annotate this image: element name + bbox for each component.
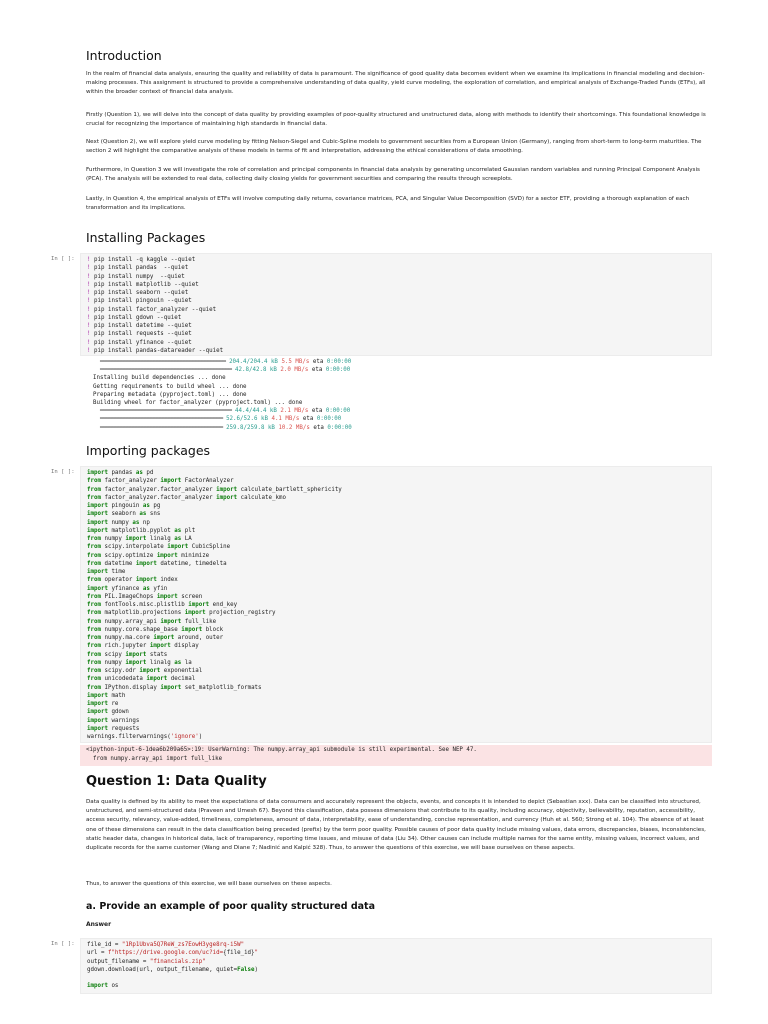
shell-bang: ! bbox=[87, 290, 91, 296]
code-cell-install[interactable] bbox=[80, 253, 712, 356]
code-token: decimal bbox=[167, 676, 196, 683]
code-token: pingouin bbox=[107, 503, 143, 509]
code-string: f"https://drive.google.com/uc?id= bbox=[107, 950, 224, 957]
code-keyword: from bbox=[87, 560, 101, 567]
code-keyword: import bbox=[125, 659, 147, 666]
code-keyword: import bbox=[87, 527, 108, 534]
code-token: numpy bbox=[100, 536, 126, 542]
code-keyword: import bbox=[87, 692, 108, 699]
code-token: requests bbox=[107, 725, 140, 732]
code-line bbox=[87, 708, 705, 716]
code-keyword: import bbox=[184, 610, 206, 617]
importing-heading: Importing packages bbox=[86, 443, 211, 458]
warning-output bbox=[80, 745, 712, 766]
code-keyword: as bbox=[174, 659, 182, 666]
code-token: end_key bbox=[209, 602, 238, 608]
code-line bbox=[87, 634, 705, 642]
code-keyword: import bbox=[87, 709, 108, 716]
code-token: numpy.core.shape_base bbox=[100, 626, 182, 633]
intro-paragraph-2: Firstly (Question 1), we will delve into the concept of data quality by providing examples of poor-quality structured and unstructured data, along with methods to identify their shortcomings. This foundational knowledge is crucial for recognizing the importance of maintaining high standards in financial data. bbox=[86, 112, 706, 128]
code-line bbox=[87, 535, 705, 543]
code-line bbox=[87, 281, 705, 289]
code-token: math bbox=[107, 692, 126, 699]
code-line bbox=[87, 651, 705, 659]
install-code[interactable] bbox=[81, 254, 711, 357]
code-token: pg bbox=[149, 503, 161, 509]
code-keyword: import bbox=[87, 503, 108, 509]
code-token: calculate_kmo bbox=[237, 494, 286, 501]
code-token: factor_analyzer.factor_analyzer bbox=[100, 494, 217, 501]
code-keyword: import bbox=[87, 470, 108, 476]
shell-bang: ! bbox=[87, 323, 91, 329]
code-line bbox=[87, 974, 705, 982]
code-keyword: from bbox=[87, 544, 101, 551]
code-keyword: import bbox=[156, 593, 178, 600]
code-token: matplotlib.projections bbox=[100, 610, 185, 617]
cell-prompt-install: In [ ]: bbox=[51, 256, 75, 262]
code-token: unicodedata bbox=[100, 676, 147, 683]
code-string: "1Rp1Ubva5Q7ReW_zs7EowH3yge8rq-i5W" bbox=[121, 942, 245, 948]
code-line bbox=[87, 601, 705, 609]
code-token: warnings bbox=[107, 717, 140, 724]
code-line bbox=[87, 289, 705, 297]
code-keyword: as bbox=[135, 470, 143, 476]
code-keyword: import bbox=[139, 668, 161, 674]
code-keyword: from bbox=[87, 610, 101, 617]
code-keyword: import bbox=[153, 635, 175, 641]
installing-heading: Installing Packages bbox=[86, 230, 206, 245]
shell-bang: ! bbox=[87, 257, 91, 263]
eta-time: 0:00:00 bbox=[316, 416, 342, 423]
code-token: operator bbox=[100, 577, 136, 584]
code-keyword: from bbox=[87, 577, 101, 584]
shell-command: pip install numpy --quiet bbox=[94, 273, 185, 280]
code-keyword: as bbox=[139, 511, 147, 518]
eta-label: eta bbox=[311, 408, 323, 415]
code-keyword: from bbox=[87, 478, 101, 485]
code-line bbox=[87, 560, 705, 568]
q1-heading: Question 1: Data Quality bbox=[86, 774, 267, 789]
q1-code[interactable] bbox=[81, 939, 711, 993]
shell-bang: ! bbox=[87, 331, 91, 338]
eta-time: 0:00:00 bbox=[325, 367, 351, 374]
shell-bang: ! bbox=[87, 298, 91, 305]
code-token: gdown.download(url, output_filename, quiet= bbox=[87, 966, 238, 973]
code-keyword: as bbox=[174, 536, 182, 542]
code-keyword: from bbox=[87, 494, 101, 501]
code-token: pandas bbox=[107, 470, 136, 476]
code-keyword: import bbox=[160, 684, 182, 691]
code-token: numpy bbox=[107, 519, 133, 526]
shell-bang: ! bbox=[87, 281, 91, 288]
code-keyword: import bbox=[87, 983, 108, 990]
code-keyword: from bbox=[87, 536, 101, 542]
shell-command: pip install pandas --quiet bbox=[94, 265, 189, 272]
output-line bbox=[86, 399, 706, 407]
code-line bbox=[87, 958, 705, 966]
code-line bbox=[87, 700, 705, 708]
code-keyword: from bbox=[87, 635, 101, 641]
code-token: gdown bbox=[107, 709, 129, 716]
intro-paragraph-1: In the realm of financial data analysis, ensuring the quality and reliability of data is paramount. The significance of good quality data becomes evident when we examine its implications in financial modeling and decision-making processes. This assignment is structured to provide a comprehensive understanding of data quality, yield curve modeling, the exploration of correlation, and empirical analysis of Exchange-Traded Funds (ETFs), all within the broader context of financial data analysis. bbox=[86, 71, 706, 96]
code-keyword: from bbox=[87, 486, 101, 493]
code-token: scipy.optimize bbox=[100, 552, 157, 559]
q1-paragraph-1: Data quality is defined by its ability to meet the expectations of data consumers and accurately represent the objects, events, and concepts it is intended to depict (Sebastian xxx). Data can be classified into structured, unstructured, and semi-structured data (Praveen and Umesh 67). Beyond this classification, data possess dimensions that contribute to its quality, including accuracy, objectivity, believability, reputation, accessibility, access security, relevancy, value-added, timeliness, completeness, amount of data, interpretability, ease of understanding, concise representation, and currency (Huh et al. 560; Strong et al. 104). The absence of at least one of these dimensions can result in the data classification being preceded (prefix) by the term poor quality. Possible causes of poor data quality include missing values, data errors, discrepancies, biases, inconsistencies, static header data, changes in historical data, lack of transparency, reporting time issues, and misuse of data (Liu 34). Other causes can include multiple names for the same entity, missing values, incorrect values, and duplicate records for the same customer (Wang and Diane 7; Nadinić and Kalpić 328). Thus, to answer the questions of this exercise, we will base ourselves on these aspects. bbox=[86, 799, 706, 852]
code-token: seaborn bbox=[107, 511, 140, 518]
code-string: " bbox=[254, 950, 259, 957]
code-keyword: import bbox=[167, 544, 189, 551]
warning-line: from numpy.array_api import full_like bbox=[86, 756, 223, 762]
shell-command: pip install pingouin --quiet bbox=[94, 298, 192, 305]
shell-command: pip install factor_analyzer --quiet bbox=[94, 306, 217, 313]
code-keyword: False bbox=[237, 966, 255, 973]
shell-bang: ! bbox=[87, 314, 91, 321]
code-token: set_matplotlib_formats bbox=[181, 684, 262, 691]
code-keyword: import bbox=[156, 552, 178, 559]
code-token: ) bbox=[254, 966, 259, 973]
code-token: numpy bbox=[100, 659, 126, 666]
code-line bbox=[87, 659, 705, 667]
code-token: factor_analyzer bbox=[100, 478, 161, 485]
code-token: {file_id} bbox=[223, 950, 255, 957]
code-token: LA bbox=[181, 536, 192, 542]
download-size: 259.8/259.8 kB bbox=[226, 424, 275, 431]
eta-time: 0:00:00 bbox=[326, 359, 352, 365]
code-token: block bbox=[202, 626, 224, 633]
code-keyword: from bbox=[87, 676, 101, 683]
code-line bbox=[87, 494, 705, 502]
code-line bbox=[87, 609, 705, 617]
shell-command: pip install pandas-datareader --quiet bbox=[94, 347, 224, 354]
code-keyword: from bbox=[87, 651, 101, 658]
code-token: display bbox=[170, 643, 199, 650]
code-keyword: import bbox=[135, 577, 157, 584]
code-line bbox=[87, 618, 705, 626]
code-keyword: import bbox=[87, 511, 108, 518]
code-line bbox=[87, 519, 705, 527]
code-token: time bbox=[107, 569, 126, 575]
shell-command: pip install seaborn --quiet bbox=[94, 290, 189, 296]
warning-text bbox=[80, 745, 712, 765]
code-line bbox=[87, 339, 705, 347]
output-line bbox=[86, 383, 706, 391]
shell-command: pip install -q kaggle --quiet bbox=[94, 257, 196, 263]
code-token: matplotlib.pyplot bbox=[107, 527, 175, 534]
warning-line: <ipython-input-6-1dea6b209a65>:19: UserWarning: The numpy.array_api submodule is still experimental. See NEP 47. bbox=[86, 747, 477, 753]
code-line bbox=[87, 642, 705, 650]
download-speed: 4.1 MB/s bbox=[271, 416, 300, 423]
code-token: rich.jupyter bbox=[100, 643, 150, 650]
cell-prompt-q1: In [ ]: bbox=[51, 941, 75, 947]
output-line bbox=[86, 424, 706, 432]
code-keyword: from bbox=[87, 618, 101, 625]
code-token: output_filename = bbox=[87, 958, 150, 965]
code-keyword: import bbox=[87, 725, 108, 732]
answer-label: Answer bbox=[86, 921, 112, 928]
code-line bbox=[87, 469, 705, 477]
code-keyword: as bbox=[142, 503, 150, 509]
code-keyword: as bbox=[174, 527, 182, 534]
code-token: ) bbox=[198, 734, 203, 740]
code-keyword: from bbox=[87, 668, 101, 674]
eta-label: eta bbox=[311, 367, 323, 374]
code-line bbox=[87, 264, 705, 272]
code-keyword: import bbox=[87, 717, 108, 724]
code-token: file_id = bbox=[87, 942, 122, 948]
code-token: stats bbox=[146, 651, 168, 658]
code-keyword: import bbox=[135, 560, 157, 567]
download-size: 44.4/44.4 kB bbox=[235, 408, 277, 415]
code-line bbox=[87, 502, 705, 510]
code-keyword: import bbox=[149, 643, 171, 650]
download-size: 42.8/42.8 kB bbox=[235, 367, 277, 374]
code-line bbox=[87, 314, 705, 322]
code-token: datetime bbox=[100, 560, 136, 567]
code-token: projection_registry bbox=[205, 610, 276, 617]
shell-command: pip install datetime --quiet bbox=[94, 323, 192, 329]
code-keyword: from bbox=[87, 684, 101, 691]
code-line bbox=[87, 256, 705, 264]
code-line bbox=[87, 330, 705, 338]
code-cell-import[interactable] bbox=[80, 466, 712, 743]
code-line bbox=[87, 347, 705, 355]
code-token: la bbox=[181, 659, 192, 666]
eta-time: 0:00:00 bbox=[327, 424, 352, 431]
code-line bbox=[87, 966, 705, 974]
output-line bbox=[86, 415, 706, 423]
code-keyword: import bbox=[87, 585, 108, 592]
intro-heading: Introduction bbox=[86, 48, 162, 63]
code-string: "financials.zip" bbox=[149, 958, 206, 965]
code-line bbox=[87, 593, 705, 601]
code-keyword: import bbox=[87, 701, 108, 707]
code-token: numpy.array_api bbox=[100, 618, 161, 625]
code-token: numpy.ma.core bbox=[100, 635, 154, 641]
code-keyword: from bbox=[87, 643, 101, 650]
code-line bbox=[87, 692, 705, 700]
code-token: linalg bbox=[146, 536, 175, 542]
code-keyword: from bbox=[87, 593, 101, 600]
code-token: IPython.display bbox=[100, 684, 161, 691]
code-line bbox=[87, 576, 705, 584]
output-text: Building wheel for factor_analyzer (pyproject.toml) ... done bbox=[92, 400, 303, 407]
code-line bbox=[87, 684, 705, 692]
code-line bbox=[87, 510, 705, 518]
shell-bang: ! bbox=[87, 339, 91, 346]
code-keyword: from bbox=[87, 602, 101, 608]
code-token: fontTools.misc.plistlib bbox=[100, 602, 189, 608]
code-keyword: import bbox=[216, 486, 238, 493]
download-speed: 5.5 MB/s bbox=[281, 359, 310, 365]
code-keyword: import bbox=[181, 626, 203, 633]
output-text: Preparing metadata (pyproject.toml) ... done bbox=[92, 391, 247, 398]
shell-command: pip install gdown --quiet bbox=[94, 314, 182, 321]
eta-label: eta bbox=[302, 416, 314, 423]
download-speed: 2.1 MB/s bbox=[280, 408, 309, 415]
code-line bbox=[87, 585, 705, 593]
shell-command: pip install requests --quiet bbox=[94, 331, 192, 338]
shell-bang: ! bbox=[87, 265, 91, 272]
code-token: PIL.ImageChops bbox=[100, 593, 157, 600]
code-line bbox=[87, 543, 705, 551]
output-line bbox=[86, 407, 706, 415]
output-line bbox=[86, 374, 706, 382]
code-keyword: import bbox=[216, 494, 238, 501]
shell-bang: ! bbox=[87, 347, 91, 354]
code-keyword: import bbox=[125, 651, 147, 658]
code-token: FactorAnalyzer bbox=[181, 478, 234, 485]
code-line bbox=[87, 626, 705, 634]
output-line bbox=[86, 358, 706, 366]
code-line bbox=[87, 273, 705, 281]
output-line bbox=[86, 366, 706, 374]
progress-bar: ━━━━━━━━━━━━━━━━━━━━━━━━━━━━━━━━━━━━━━━━━ bbox=[99, 416, 223, 423]
code-token: minimize bbox=[177, 552, 210, 559]
code-line bbox=[87, 527, 705, 535]
code-keyword: import bbox=[160, 478, 182, 485]
code-keyword: from bbox=[87, 552, 101, 559]
download-size: 204.4/204.4 kB bbox=[229, 359, 278, 365]
code-line bbox=[87, 675, 705, 683]
code-token: full_like bbox=[181, 618, 217, 625]
code-token: re bbox=[107, 701, 119, 707]
code-token: yfinance bbox=[107, 585, 143, 592]
code-keyword: from bbox=[87, 659, 101, 666]
code-cell-q1[interactable] bbox=[80, 938, 712, 994]
code-token: screen bbox=[177, 593, 203, 600]
shell-command: pip install yfinance --quiet bbox=[94, 339, 192, 346]
code-token: pd bbox=[142, 470, 154, 476]
code-keyword: import bbox=[125, 536, 147, 542]
code-token: index bbox=[156, 577, 178, 584]
download-speed: 10.2 MB/s bbox=[278, 424, 310, 431]
code-line bbox=[87, 717, 705, 725]
code-keyword: as bbox=[142, 585, 150, 592]
code-line bbox=[87, 667, 705, 675]
code-keyword: import bbox=[87, 569, 108, 575]
code-keyword: import bbox=[160, 618, 182, 625]
progress-bar: ━━━━━━━━━━━━━━━━━━━━━━━━━━━━━━━━━━━━━━━━━━━━ bbox=[99, 408, 232, 415]
eta-time: 0:00:00 bbox=[325, 408, 351, 415]
progress-bar: ━━━━━━━━━━━━━━━━━━━━━━━━━━━━━━━━━━━━━━━━━━ bbox=[99, 359, 226, 365]
shell-bang: ! bbox=[87, 306, 91, 313]
code-token: calculate_bartlett_sphericity bbox=[237, 486, 342, 493]
code-token: plt bbox=[181, 527, 196, 534]
install-output bbox=[80, 358, 712, 432]
code-token: around, outer bbox=[174, 635, 224, 641]
code-line bbox=[87, 949, 705, 957]
code-token: factor_analyzer.factor_analyzer bbox=[100, 486, 217, 493]
code-token: url = bbox=[87, 950, 108, 957]
code-keyword: import bbox=[87, 519, 108, 526]
output-text: Installing build dependencies ... done bbox=[92, 375, 226, 382]
shell-command: pip install matplotlib --quiet bbox=[94, 281, 199, 288]
code-token: warnings.filterwarnings( bbox=[87, 734, 171, 740]
code-line bbox=[87, 725, 705, 733]
intro-paragraph-4: Furthermore, in Question 3 we will investigate the role of correlation and principal components in financial data analysis by generating uncorrelated Gaussian random variables and running Principal Component Analysis (PCA). The analysis will be extended to real data, collecting daily closing yields for government securities and comparing the results through screeplots. bbox=[86, 167, 700, 183]
code-token: sns bbox=[146, 511, 161, 518]
code-line bbox=[87, 297, 705, 305]
eta-label: eta bbox=[313, 424, 324, 431]
code-keyword: import bbox=[146, 676, 168, 683]
progress-bar: ━━━━━━━━━━━━━━━━━━━━━━━━━━━━━━━━━━━━━━━━━ bbox=[99, 424, 223, 431]
import-code[interactable] bbox=[81, 467, 711, 743]
code-token: np bbox=[139, 519, 150, 526]
code-line bbox=[87, 733, 705, 741]
code-line bbox=[87, 568, 705, 576]
progress-bar: ━━━━━━━━━━━━━━━━━━━━━━━━━━━━━━━━━━━━━━━━━━━━ bbox=[99, 367, 232, 374]
code-token: yfin bbox=[149, 585, 168, 592]
eta-label: eta bbox=[312, 359, 324, 365]
output-line bbox=[86, 391, 706, 399]
download-size: 52.6/52.6 kB bbox=[226, 416, 268, 423]
code-token: datetime, timedelta bbox=[156, 560, 227, 567]
code-keyword: import bbox=[188, 602, 210, 608]
intro-paragraph-3: Next (Question 2), we will explore yield curve modeling by fitting Nelson-Siegel and Cubic-Spline models to government securities from a European Union (Germany), ranging from short-term to long-term maturities. The section 2 will highlight the comparative analysis of these models in terms of fit and interpretation, addressing the ethical considerations of data smoothing. bbox=[86, 139, 702, 155]
code-line bbox=[87, 477, 705, 485]
code-token: scipy.odr bbox=[100, 668, 140, 674]
shell-bang: ! bbox=[87, 273, 91, 280]
code-line bbox=[87, 306, 705, 314]
code-token: CubicSpline bbox=[188, 544, 231, 551]
code-token: os bbox=[107, 983, 119, 990]
code-line bbox=[87, 982, 705, 990]
intro-paragraph-5: Lastly, in Question 4, the empirical analysis of ETFs will involve computing daily returns, covariance matrices, PCA, and Singular Value Decomposition (SVD) for a sector ETF, providing a thorough explanation of each transformation and its implications. bbox=[86, 196, 690, 212]
code-line bbox=[87, 941, 705, 949]
code-keyword: from bbox=[87, 626, 101, 633]
code-token: scipy.interpolate bbox=[100, 544, 168, 551]
code-line bbox=[87, 322, 705, 330]
code-token: scipy bbox=[100, 651, 126, 658]
code-string: 'ignore' bbox=[170, 734, 199, 740]
q1-paragraph-2: Thus, to answer the questions of this exercise, we will base ourselves on these aspects. bbox=[86, 881, 332, 887]
code-line bbox=[87, 486, 705, 494]
code-token: linalg bbox=[146, 659, 175, 666]
q1-subheading-a: a. Provide an example of poor quality structured data bbox=[86, 901, 375, 912]
code-keyword: as bbox=[132, 519, 140, 526]
cell-prompt-import: In [ ]: bbox=[51, 469, 75, 475]
code-line bbox=[87, 552, 705, 560]
output-text: Getting requirements to build wheel ... done bbox=[92, 383, 247, 390]
code-token: exponential bbox=[160, 668, 203, 674]
download-speed: 2.0 MB/s bbox=[280, 367, 309, 374]
